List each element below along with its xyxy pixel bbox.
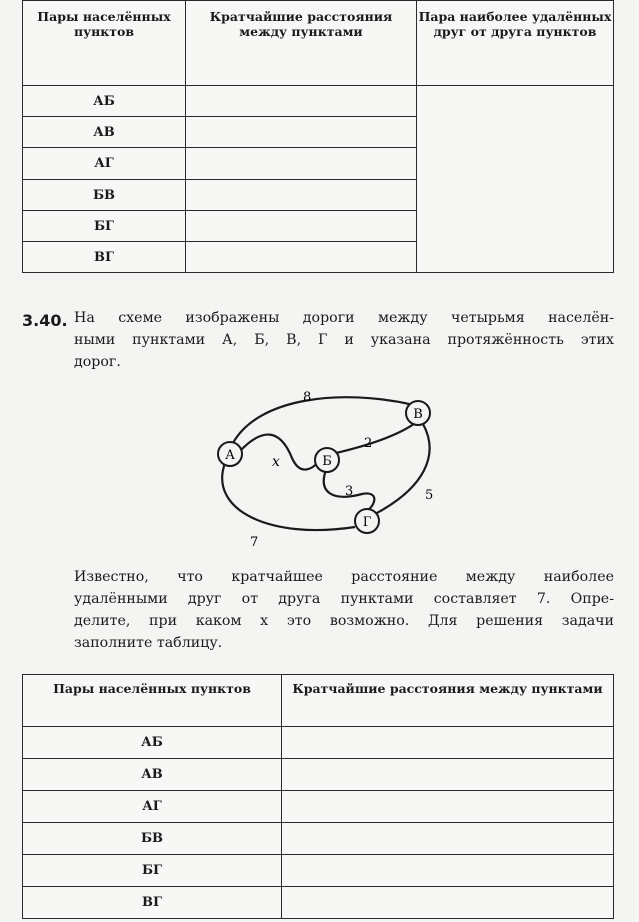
- node-label: А: [225, 448, 235, 463]
- table-row: [23, 887, 614, 919]
- pair-label: АГ: [23, 148, 186, 180]
- question-line: Известно, что кратчайшее расстояние между наиболее: [74, 569, 614, 585]
- col-header-pairs: Пары населённых пунктов: [23, 675, 282, 727]
- edge-label-ab: x: [272, 454, 280, 470]
- table-row: [23, 727, 614, 759]
- distance-cell[interactable]: [282, 855, 614, 887]
- pair-label: АВ: [23, 759, 282, 791]
- pair-label: АВ: [23, 117, 186, 148]
- road-b-v: [336, 421, 418, 453]
- table-row: [23, 823, 614, 855]
- distance-cell[interactable]: [282, 727, 614, 759]
- road-v-g: [375, 424, 430, 514]
- problem-number: 3.40.: [22, 311, 68, 330]
- statement-line: дорог.: [74, 354, 121, 370]
- pair-label: БГ: [23, 855, 282, 887]
- edge-label-av: 8: [303, 390, 312, 405]
- statement-line: На схеме изображены дороги между четырьмя населён-: [74, 310, 614, 326]
- pair-label: ВГ: [23, 242, 186, 273]
- distance-cell[interactable]: [282, 759, 614, 791]
- table-bottom: [22, 674, 614, 919]
- node-a: [218, 442, 242, 466]
- statement-line: ными пунктами А, Б, В, Г и указана протяжённость этих: [74, 332, 614, 348]
- pair-label: ВГ: [23, 887, 282, 919]
- question-line: заполните таблицу.: [74, 635, 223, 651]
- edge-label-ag: 7: [250, 535, 259, 550]
- node-v: [406, 401, 430, 425]
- distance-cell[interactable]: [282, 887, 614, 919]
- pair-label: БГ: [23, 211, 186, 242]
- table-row: [23, 791, 614, 823]
- distance-cell[interactable]: [282, 823, 614, 855]
- table-row: [23, 855, 614, 887]
- col-header-pairs: Пары населённых пунктов: [23, 1, 186, 86]
- col-header-distances: Кратчайшие расстояния между пунктами: [186, 1, 417, 86]
- edge-label-bg: 3: [345, 484, 354, 499]
- node-label: В: [413, 407, 423, 422]
- col-header-farthest: Пара наиболее удалённых друг от друга пунктов: [417, 1, 614, 86]
- pair-label: АБ: [23, 86, 186, 117]
- pair-label: БВ: [23, 180, 186, 211]
- problem-question: [74, 566, 614, 654]
- pair-label: АБ: [23, 727, 282, 759]
- pair-label: БВ: [23, 823, 282, 855]
- question-line: удалёнными друг от друга пунктами составляет 7. Опре-: [74, 591, 614, 607]
- edge-label-bv: 2: [364, 436, 373, 451]
- table-row: [23, 759, 614, 791]
- node-b: [315, 448, 339, 472]
- node-g: [355, 509, 379, 533]
- node-label: Б: [322, 454, 332, 469]
- road-a-b: [240, 435, 320, 470]
- pair-label: АГ: [23, 791, 282, 823]
- question-line: делите, при каком x это возможно. Для решения задачи: [74, 613, 614, 629]
- col-header-distances: Кратчайшие расстояния между пунктами: [282, 675, 614, 727]
- node-label: Г: [362, 515, 372, 530]
- edge-label-vg: 5: [425, 488, 434, 503]
- distance-cell[interactable]: [282, 791, 614, 823]
